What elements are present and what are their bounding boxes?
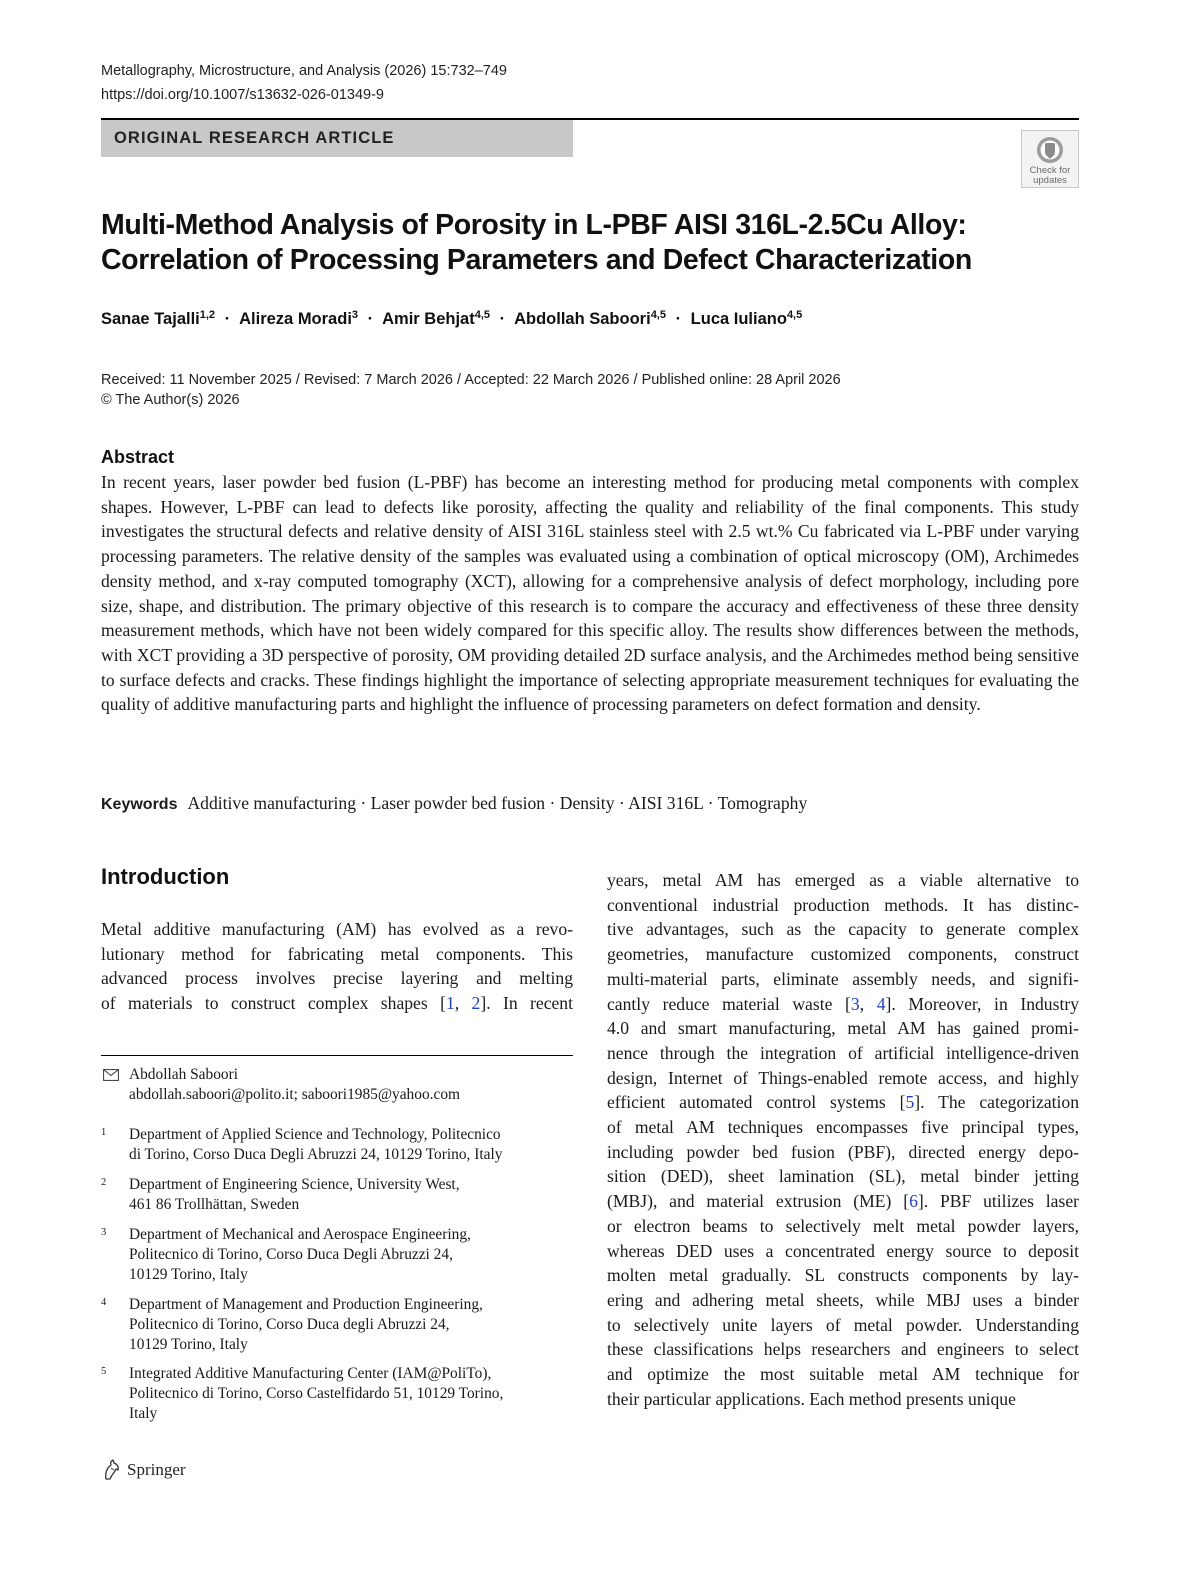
text-line — [101, 991, 573, 1016]
text-line: ering and adhering metal sheets, while MBJ uses a binder — [607, 1289, 1079, 1310]
copyright-notice: © The Author(s) 2026 — [101, 392, 240, 408]
check-for-updates-badge[interactable] — [1021, 130, 1079, 188]
affiliation-line: Politecnico di Torino, Corso Castelfidardo 51, 10129 Torino, — [129, 1384, 504, 1402]
text-line: design, Internet of Things-enabled remote access, and highly — [607, 1067, 1079, 1088]
text-line: years, metal AM has emerged as a viable alternative to — [607, 870, 1079, 890]
text-line: multi-material parts, eliminate assembly needs, and signifi- — [607, 968, 1079, 989]
text-line — [607, 1189, 1079, 1214]
text-line: 4.0 and smart manufacturing, metal AM has gained promi- — [607, 1018, 1079, 1039]
affiliation-number: 4 — [101, 1297, 107, 1308]
text-line: and optimize the most suitable metal AM technique for — [607, 1364, 1079, 1385]
check-updates-icon — [1035, 135, 1065, 165]
text-line: whereas DED uses a concentrated energy source to deposit — [607, 1240, 1079, 1261]
affiliation-number: 1 — [101, 1127, 107, 1138]
author-name[interactable]: Amir Behjat — [382, 310, 475, 328]
abstract-heading: Abstract — [101, 447, 175, 467]
publication-dates: Received: 11 November 2025 / Revised: 7 March 2026 / Accepted: 22 March 2026 / Published online: 28 April 2026 — [101, 372, 841, 388]
text-line: including powder bed fusion (PBF), directed energy depo- — [607, 1141, 1079, 1162]
article-type-label: ORIGINAL RESEARCH ARTICLE — [114, 129, 395, 147]
author-name[interactable]: Alireza Moradi — [239, 310, 352, 328]
text-line: Metal additive manufacturing (AM) has evolved as a revo- — [101, 919, 573, 939]
citation-link[interactable]: 4 — [876, 993, 886, 1014]
affiliation-3 — [101, 1225, 573, 1285]
text-line: molten metal gradually. SL constructs components by lay- — [607, 1265, 1079, 1286]
citation-link[interactable]: 3 — [850, 993, 860, 1014]
citation-link[interactable]: 6 — [909, 1191, 918, 1212]
introduction-heading: Introduction — [101, 864, 230, 889]
text-line: lutionary method for fabricating metal components. This — [101, 943, 573, 964]
affiliation-line: 10129 Torino, Italy — [129, 1335, 248, 1353]
author-name[interactable]: Abdollah Saboori — [514, 310, 651, 328]
title-line: Correlation of Processing Parameters and Defect Characterization — [101, 244, 972, 276]
check-updates-label: Check for updates — [1029, 165, 1071, 186]
affiliation-number: 3 — [101, 1227, 107, 1238]
text-span: efficient automated control systems [ — [607, 1092, 906, 1113]
author-name[interactable]: Sanae Tajalli — [101, 310, 200, 328]
abstract-text: In recent years, laser powder bed fusion (L-PBF) has become an interesting method for producing metal components with complex shapes. However, L-PBF can lead to defects like porosity, affecting the quality and reliability of the final components. This study investigates the structural defects and relative density of AISI 316L stainless steel with 2.5 wt.% Cu fabricated via L-PBF under varying processing parameters. The relative density of the samples was evaluated using a combination of optical microscopy (OM), Archimedes density method, and x-ray computed tomography (XCT), allowing for a comprehensive analysis of defect morphology, including pore size, shape, and distribution. The primary objective of this research is to compare the accuracy and effectiveness of these three density measurement methods, which have not been widely compared for this specific alloy. The results show differences between the methods, with XCT providing a 3D perspective of porosity, OM providing detailed 2D surface analysis, and the Archimedes method being sensitive to surface defects and cracks. These findings highlight the importance of selecting appropriate measurement techniques for evaluating the quality of additive manufacturing parts and highlight the influence of processing parameters on defect formation and density. — [101, 472, 1079, 715]
text-span: ]. In recent — [480, 993, 573, 1014]
author-affiliation: 4,5 — [650, 309, 666, 321]
author-affiliation: 3 — [351, 309, 359, 321]
author-affiliation: 1,2 — [199, 309, 216, 321]
text-line: advanced process involves precise layering and melting — [101, 968, 573, 989]
author-affiliation: 4,5 — [474, 309, 491, 321]
text-span: of materials to construct complex shapes [ — [101, 993, 446, 1014]
keywords-label: Keywords — [101, 796, 178, 813]
authors-list — [101, 310, 802, 329]
affiliation-line: 10129 Torino, Italy — [129, 1265, 248, 1283]
envelope-icon — [103, 1069, 119, 1081]
text-line — [607, 1090, 1079, 1115]
author-separator: · — [224, 310, 231, 328]
affiliation-line: Department of Engineering Science, University West, — [129, 1176, 460, 1193]
text-span: , — [859, 993, 877, 1014]
springer-horse-icon — [102, 1459, 122, 1481]
affiliation-line: Department of Mechanical and Aerospace Engineering, — [129, 1226, 471, 1243]
author-separator: · — [499, 310, 506, 328]
intro-left-column — [101, 917, 573, 1016]
text-line: of metal AM techniques encompasses five principal types, — [607, 1117, 1079, 1138]
text-line: their particular applications. Each method presents unique — [607, 1388, 1016, 1409]
affiliation-1 — [101, 1125, 573, 1165]
springer-logo — [102, 1459, 186, 1481]
text-line: these classifications helps researchers and engineers to select — [607, 1339, 1079, 1360]
footnote-rule — [101, 1055, 573, 1056]
intro-right-column — [607, 868, 1079, 1411]
text-span: ]. PBF utilizes laser — [917, 1191, 1079, 1212]
citation-link[interactable]: 5 — [905, 1092, 915, 1113]
affiliation-number: 5 — [101, 1366, 107, 1377]
affiliation-line: di Torino, Corso Duca Degli Abruzzi 24, 10129 Torino, Italy — [129, 1145, 503, 1163]
affiliation-line: Politecnico di Torino, Corso Duca degli Abruzzi 24, — [129, 1315, 450, 1333]
citation-link[interactable]: 1 — [445, 993, 455, 1014]
text-span: (MBJ), and material extrusion (ME) [ — [607, 1191, 910, 1212]
journal-citation: Metallography, Microstructure, and Analysis (2026) 15:732–749 — [101, 63, 507, 79]
affiliation-number: 2 — [101, 1177, 107, 1188]
author-separator: · — [367, 310, 374, 328]
citation-link[interactable]: 2 — [471, 993, 481, 1014]
title-line: Multi-Method Analysis of Porosity in L-PBF AISI 316L-2.5Cu Alloy: — [101, 209, 967, 241]
affiliation-line: Integrated Additive Manufacturing Center (IAM@PoliTo), — [129, 1365, 492, 1382]
affiliation-line: 461 86 Trollhättan, Sweden — [129, 1195, 300, 1213]
affiliation-line: Italy — [129, 1404, 158, 1422]
text-span: ]. The categorization — [914, 1092, 1079, 1113]
affiliation-5 — [101, 1364, 573, 1424]
article-type-banner — [101, 120, 573, 157]
affiliation-line: Department of Applied Science and Technology, Politecnico — [129, 1126, 501, 1143]
author-separator: · — [675, 310, 682, 328]
affiliation-line: Politecnico di Torino, Corso Duca Degli Abruzzi 24, — [129, 1245, 453, 1263]
publisher-name: Springer — [127, 1460, 186, 1479]
affiliation-4 — [101, 1295, 573, 1355]
text-line — [607, 992, 1079, 1017]
text-line: tive advantages, such as the capacity to generate complex — [607, 919, 1079, 940]
affiliation-2 — [101, 1175, 573, 1215]
corresponding-author-email[interactable]: abdollah.saboori@polito.it; saboori1985@yahoo.com — [129, 1086, 460, 1103]
doi-link[interactable]: https://doi.org/10.1007/s13632-026-01349-9 — [101, 87, 384, 103]
text-line: nence through the integration of artificial intelligence-driven — [607, 1042, 1079, 1063]
text-line: geometries, manufacture customized components, construct — [607, 944, 1079, 965]
paper-title — [101, 208, 1091, 278]
author-affiliation: 4,5 — [786, 309, 803, 321]
text-span: , — [454, 993, 472, 1014]
text-line: to selectively unite layers of metal powder. Understanding — [607, 1314, 1079, 1335]
text-span: cantly reduce material waste [ — [607, 993, 851, 1014]
text-span: ]. Moreover, in Industry — [885, 993, 1079, 1014]
text-line: or electron beams to selectively melt metal powder layers, — [607, 1215, 1079, 1236]
author-name[interactable]: Luca Iuliano — [690, 310, 787, 328]
text-line: sition (DED), sheet lamination (SL), metal binder jetting — [607, 1166, 1079, 1187]
keywords-list: Additive manufacturing · Laser powder bed fusion · Density · AISI 316L · Tomography — [187, 793, 808, 813]
text-line: conventional industrial production methods. It has distinc- — [607, 894, 1079, 915]
corresponding-author-name: Abdollah Saboori — [129, 1066, 239, 1083]
affiliation-line: Department of Management and Production Engineering, — [129, 1296, 483, 1313]
keywords — [101, 793, 1079, 814]
